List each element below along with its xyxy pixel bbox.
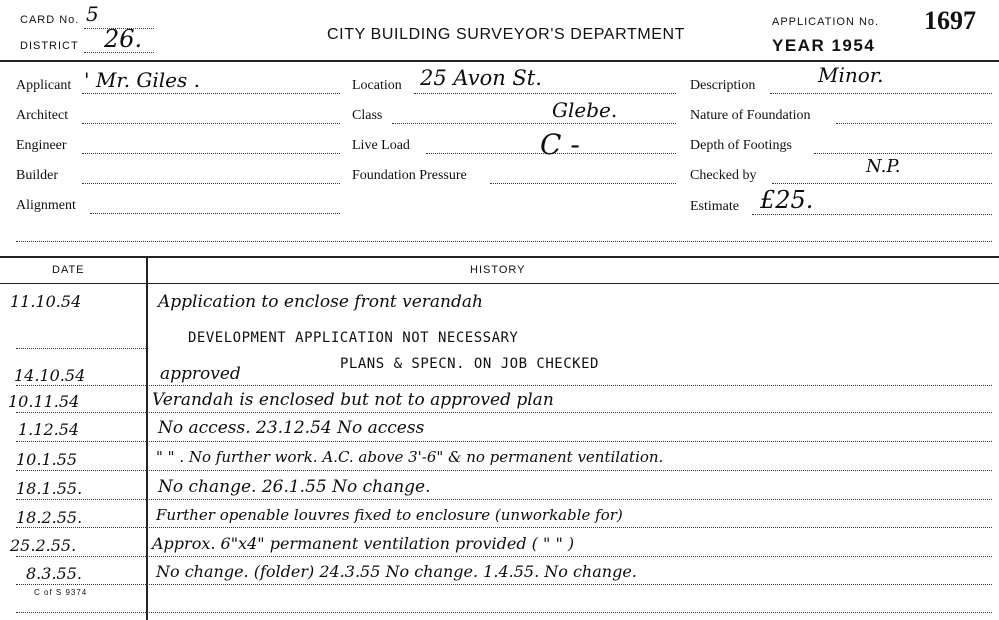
history-entry: approved bbox=[160, 364, 241, 384]
alignment-label: Alignment bbox=[16, 198, 76, 213]
description-label: Description bbox=[690, 78, 756, 93]
architect-label: Architect bbox=[16, 108, 69, 123]
depth-of-footings-label: Depth of Footings bbox=[690, 138, 792, 153]
form-code: C of S 9374 bbox=[34, 588, 88, 597]
history-entry: Application to enclose front verandah bbox=[158, 292, 483, 312]
class-value: Glebe. bbox=[552, 98, 618, 122]
card-value: 5 bbox=[86, 2, 99, 26]
history-date: 18.1.55. bbox=[16, 479, 83, 498]
applicant-label: Applicant bbox=[16, 78, 72, 93]
date-header: DATE bbox=[52, 264, 85, 276]
history-entry: Verandah is enclosed but not to approved plan bbox=[152, 390, 554, 410]
history-entry: No change. (folder) 24.3.55 No change. 1.4.55. No change. bbox=[156, 562, 637, 581]
date-column-divider bbox=[146, 256, 148, 620]
nature-of-foundation-label: Nature of Foundation bbox=[690, 108, 811, 123]
history-header: HISTORY bbox=[470, 264, 526, 276]
history-date: 8.3.55. bbox=[26, 564, 82, 583]
description-value: Minor. bbox=[818, 63, 884, 87]
district-value: 26. bbox=[104, 25, 143, 53]
history-entry: No access. 23.12.54 No access bbox=[158, 418, 425, 438]
application-label: APPLICATION No. bbox=[772, 16, 880, 28]
estimate-value: £25. bbox=[760, 186, 814, 214]
history-entry: No change. 26.1.55 No change. bbox=[158, 477, 431, 497]
history-date: 10.11.54 bbox=[8, 392, 80, 411]
location-value: 25 Avon St. bbox=[420, 66, 542, 90]
history-entry: Further openable louvres fixed to enclosure (unworkable for) bbox=[156, 506, 623, 524]
applicant-value: ' Mr. Giles . bbox=[84, 68, 200, 92]
history-date: 14.10.54 bbox=[14, 366, 86, 385]
history-stamp-development: DEVELOPMENT APPLICATION NOT NECESSARY bbox=[188, 330, 519, 346]
location-label: Location bbox=[352, 78, 402, 93]
live-load-label: Live Load bbox=[352, 138, 410, 153]
history-entry: " " . No further work. A.C. above 3'-6" & no permanent ventilation. bbox=[156, 448, 664, 466]
history-header-rule bbox=[0, 283, 999, 284]
class-label: Class bbox=[352, 108, 383, 123]
checked-by-value: N.P. bbox=[866, 156, 901, 177]
foundation-pressure-label: Foundation Pressure bbox=[352, 168, 467, 183]
history-date: 10.1.55 bbox=[16, 450, 78, 469]
year-label: YEAR 1954 bbox=[772, 36, 876, 55]
history-date: 1.12.54 bbox=[18, 420, 80, 439]
history-date: 25.2.55. bbox=[10, 536, 77, 555]
live-load-value: C - bbox=[540, 128, 580, 161]
district-label: DISTRICT bbox=[20, 40, 79, 52]
department-title: CITY BUILDING SURVEYOR'S DEPARTMENT bbox=[327, 26, 686, 43]
history-date: 11.10.54 bbox=[10, 292, 82, 311]
header-rule bbox=[0, 60, 999, 62]
checked-by-label: Checked by bbox=[690, 168, 757, 183]
card-label: CARD No. bbox=[20, 14, 80, 26]
history-entry: Approx. 6"x4" permanent ventilation provided ( " " ) bbox=[152, 534, 575, 553]
history-date: 18.2.55. bbox=[16, 508, 83, 527]
history-top-rule bbox=[0, 256, 999, 258]
builder-label: Builder bbox=[16, 168, 58, 183]
engineer-label: Engineer bbox=[16, 138, 67, 153]
application-number: 1697 bbox=[924, 6, 976, 35]
estimate-label: Estimate bbox=[690, 199, 739, 214]
history-stamp-plans: PLANS & SPECN. ON JOB CHECKED bbox=[340, 356, 599, 372]
